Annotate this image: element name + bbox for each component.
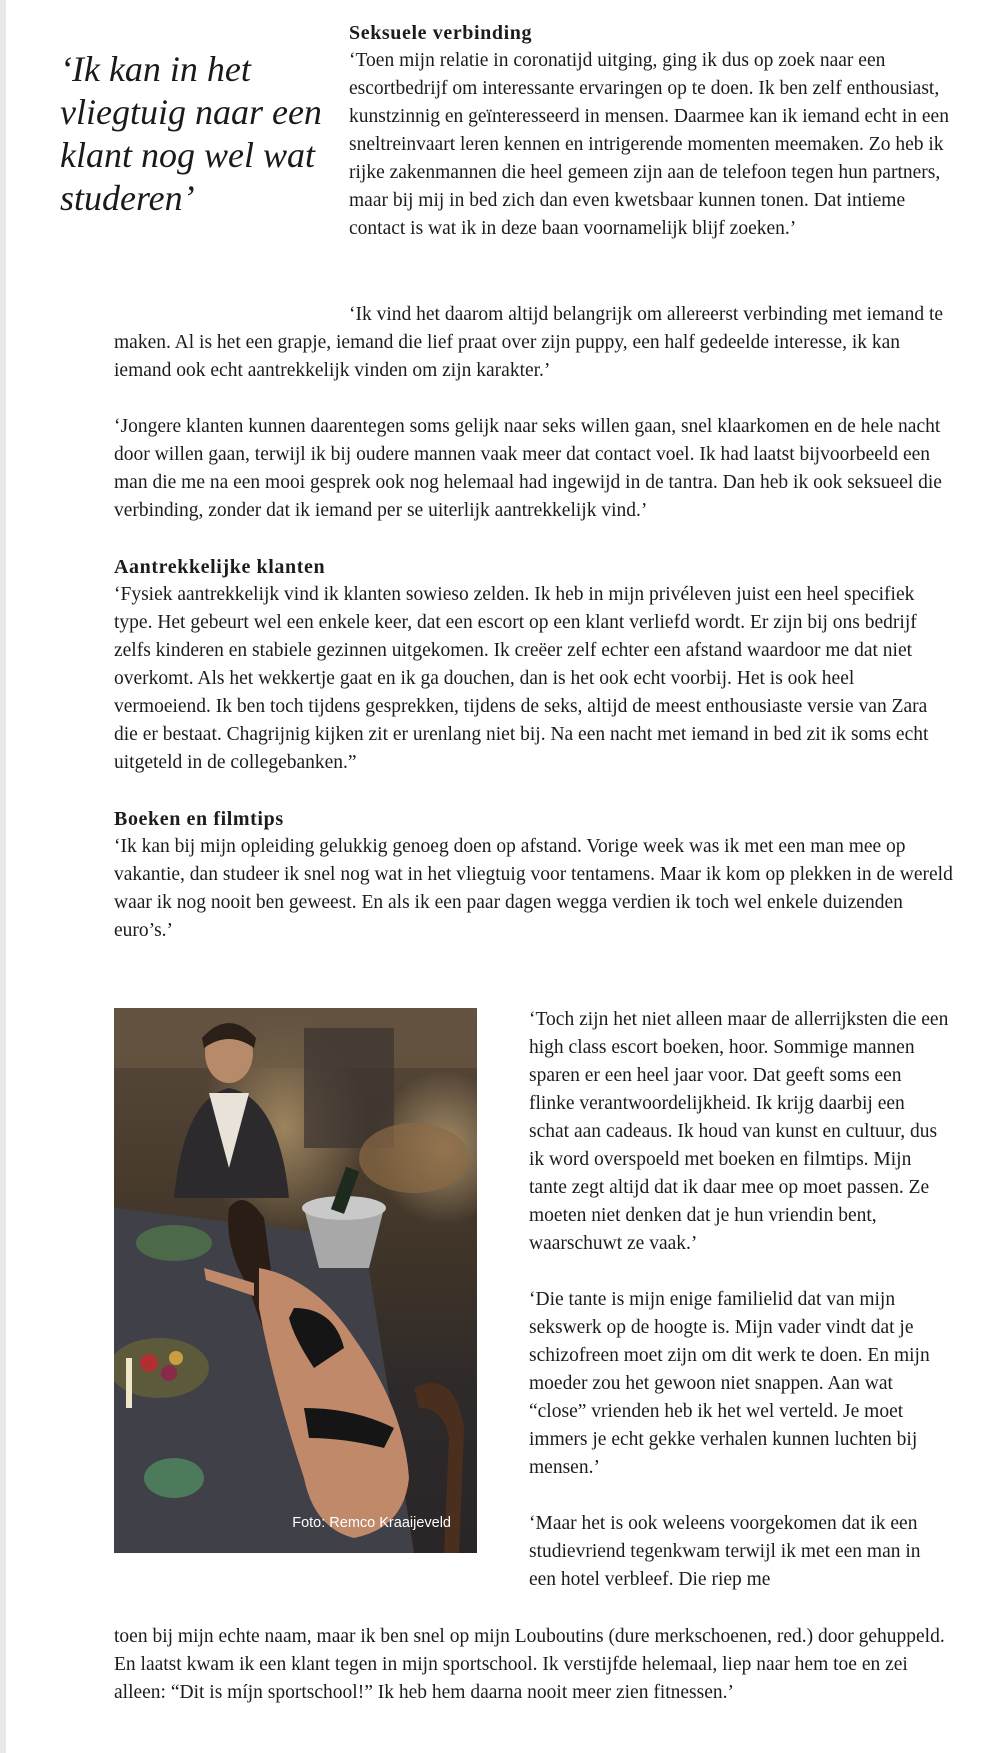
photo-credit: Foto: Remco Kraaijeveld [292,1515,451,1531]
section-heading: Aantrekkelijke klanten [114,556,326,578]
section-heading: Boeken en filmtips [114,808,284,830]
paragraph: toen bij mijn echte naam, maar ik ben snel op mijn Louboutins (dure merkschoenen, red.) door gehuppeld. En laatst kwam ik een klant tegen in mijn sportschool. Ik verstijfde helemaal, liep naar hem toe en zei alleen: “Dit is míjn sportschool!” Ik heb hem daarna nooit meer zien fitnessen.’ [114,1626,945,1703]
paragraph: ‘Toch zijn het niet alleen maar de allerrijksten die een high class escort boeken, hoor. Sommige mannen sparen er een heel jaar voor. Dat geeft soms een flinke verantwoordelijkheid. Ik krijg daarbij een schat aan cadeaus. Ik houd van kunst en cultuur, dus ik word overspoeld met boeken en filmtips. Mijn tante zegt altijd dat ik daar mee op moet passen. Ze moeten niet denken dat je hun vriendin bent, waarschuwt ze vaak.’ [529,1009,949,1254]
paragraph: ‘Ik vind het daarom altijd belangrijk om allereerst verbinding met iemand te maken. Al is het een grapje, iemand die lief praat over zijn puppy, een half gedeelde interesse, ik kan iemand ook echt aantrekkelijk vinden om zijn karakter.’ [114,304,944,381]
body-text-block-1 [114,301,956,945]
paragraph: ‘Jongere klanten kunnen daarentegen soms gelijk naar seks willen gaan, snel klaarkomen en de hele nacht door willen gaan, terwijl ik bij oudere mannen vaak meer dat contact voel. Ik had laatst bijvoorbeeld een man die me na een mooi gesprek ook nog helemaal had ingewijd in de tantra. Dan heb ik ook seksueel die verbinding, zonder dat ik iemand per se uiterlijk aantrekkelijk vind.’ [114,416,942,521]
paragraph: ‘Ik kan bij mijn opleiding gelukkig genoeg doen op afstand. Vorige week was ik met een man mee op vakantie, dan studeer ik snel nog wat in het vliegtuig voor tentamens. Maar ik kom op plekken in de wereld waar ik nog nooit ben geweest. En als ik een paar dagen wegga verdien ik toch wel enkele duizenden euro’s.’ [114,836,953,941]
pull-quote: ‘Ik kan in het vliegtuig naar een klant nog wel wat studeren’ [60,49,322,218]
paragraph: ‘Die tante is mijn enige familielid dat van mijn sekswerk op de hoogte is. Mijn vader vindt dat je schizofreen moet zijn om dit werk te doen. En mijn moeder zou het gewoon niet snappen. Aan wat “close” vrienden heb ik het wel verteld. Je moet immers je echt gekke verhalen kunnen luchten bij mensen.’ [529,1289,930,1478]
body-text-block-2 [114,1623,956,1707]
section-heading: Seksuele verbinding [349,22,533,44]
page-edge [0,0,6,1753]
body-text-column-right [529,1006,949,1594]
paragraph: ‘Fysiek aantrekkelijk vind ik klanten sowieso zelden. Ik heb in mijn privéleven juist een heel specifiek type. Het gebeurt wel een enkele keer, dat een escort op een klant verliefd wordt. Er zijn bij ons bedrijf zelfs kinderen en stabiele gezinnen uitgekomen. Ik creëer zelf echter een afstand waardoor me dat niet overkomt. Als het wekkertje gaat en ik ga douchen, dan is het ook echt voorbij. Het is ook heel vermoeiend. Ik ben toch tijdens gesprekken, tijdens de seks, altijd de meest enthousiaste versie van Zara die er bestaat. Chagrijnig kijken zit er urenlang niet bij. Na een nacht met iemand in bed zit ik soms echt uitgeteld in de collegebanken.” [114,584,929,773]
photo-illustration [114,1008,477,1553]
section-seksuele-verbinding [349,19,949,243]
paragraph: ‘Maar het is ook weleens voorgekomen dat ik een studievriend tegenkwam terwijl ik met een man in een hotel verbleef. Die riep me [529,1513,921,1590]
paragraph: ‘Toen mijn relatie in coronatijd uitging, ging ik dus op zoek naar een escortbedrijf om interessante ervaringen op te doen. Ik ben zelf enthousiast, kunstzinnig en geïnteresseerd in mensen. Daarmee kan ik iemand echt in een sneltreinvaart leren kennen en intrigerende momenten meemaken. Zo heb ik rijke zakenmannen die heel gemeen zijn aan de telefoon tegen hun partners, maar bij mij in bed zich dan even kwetsbaar kunnen tonen. Dat intieme contact is wat ik in deze baan voornamelijk blijf zoeken.’ [349,50,949,239]
article-photo [114,1008,477,1553]
